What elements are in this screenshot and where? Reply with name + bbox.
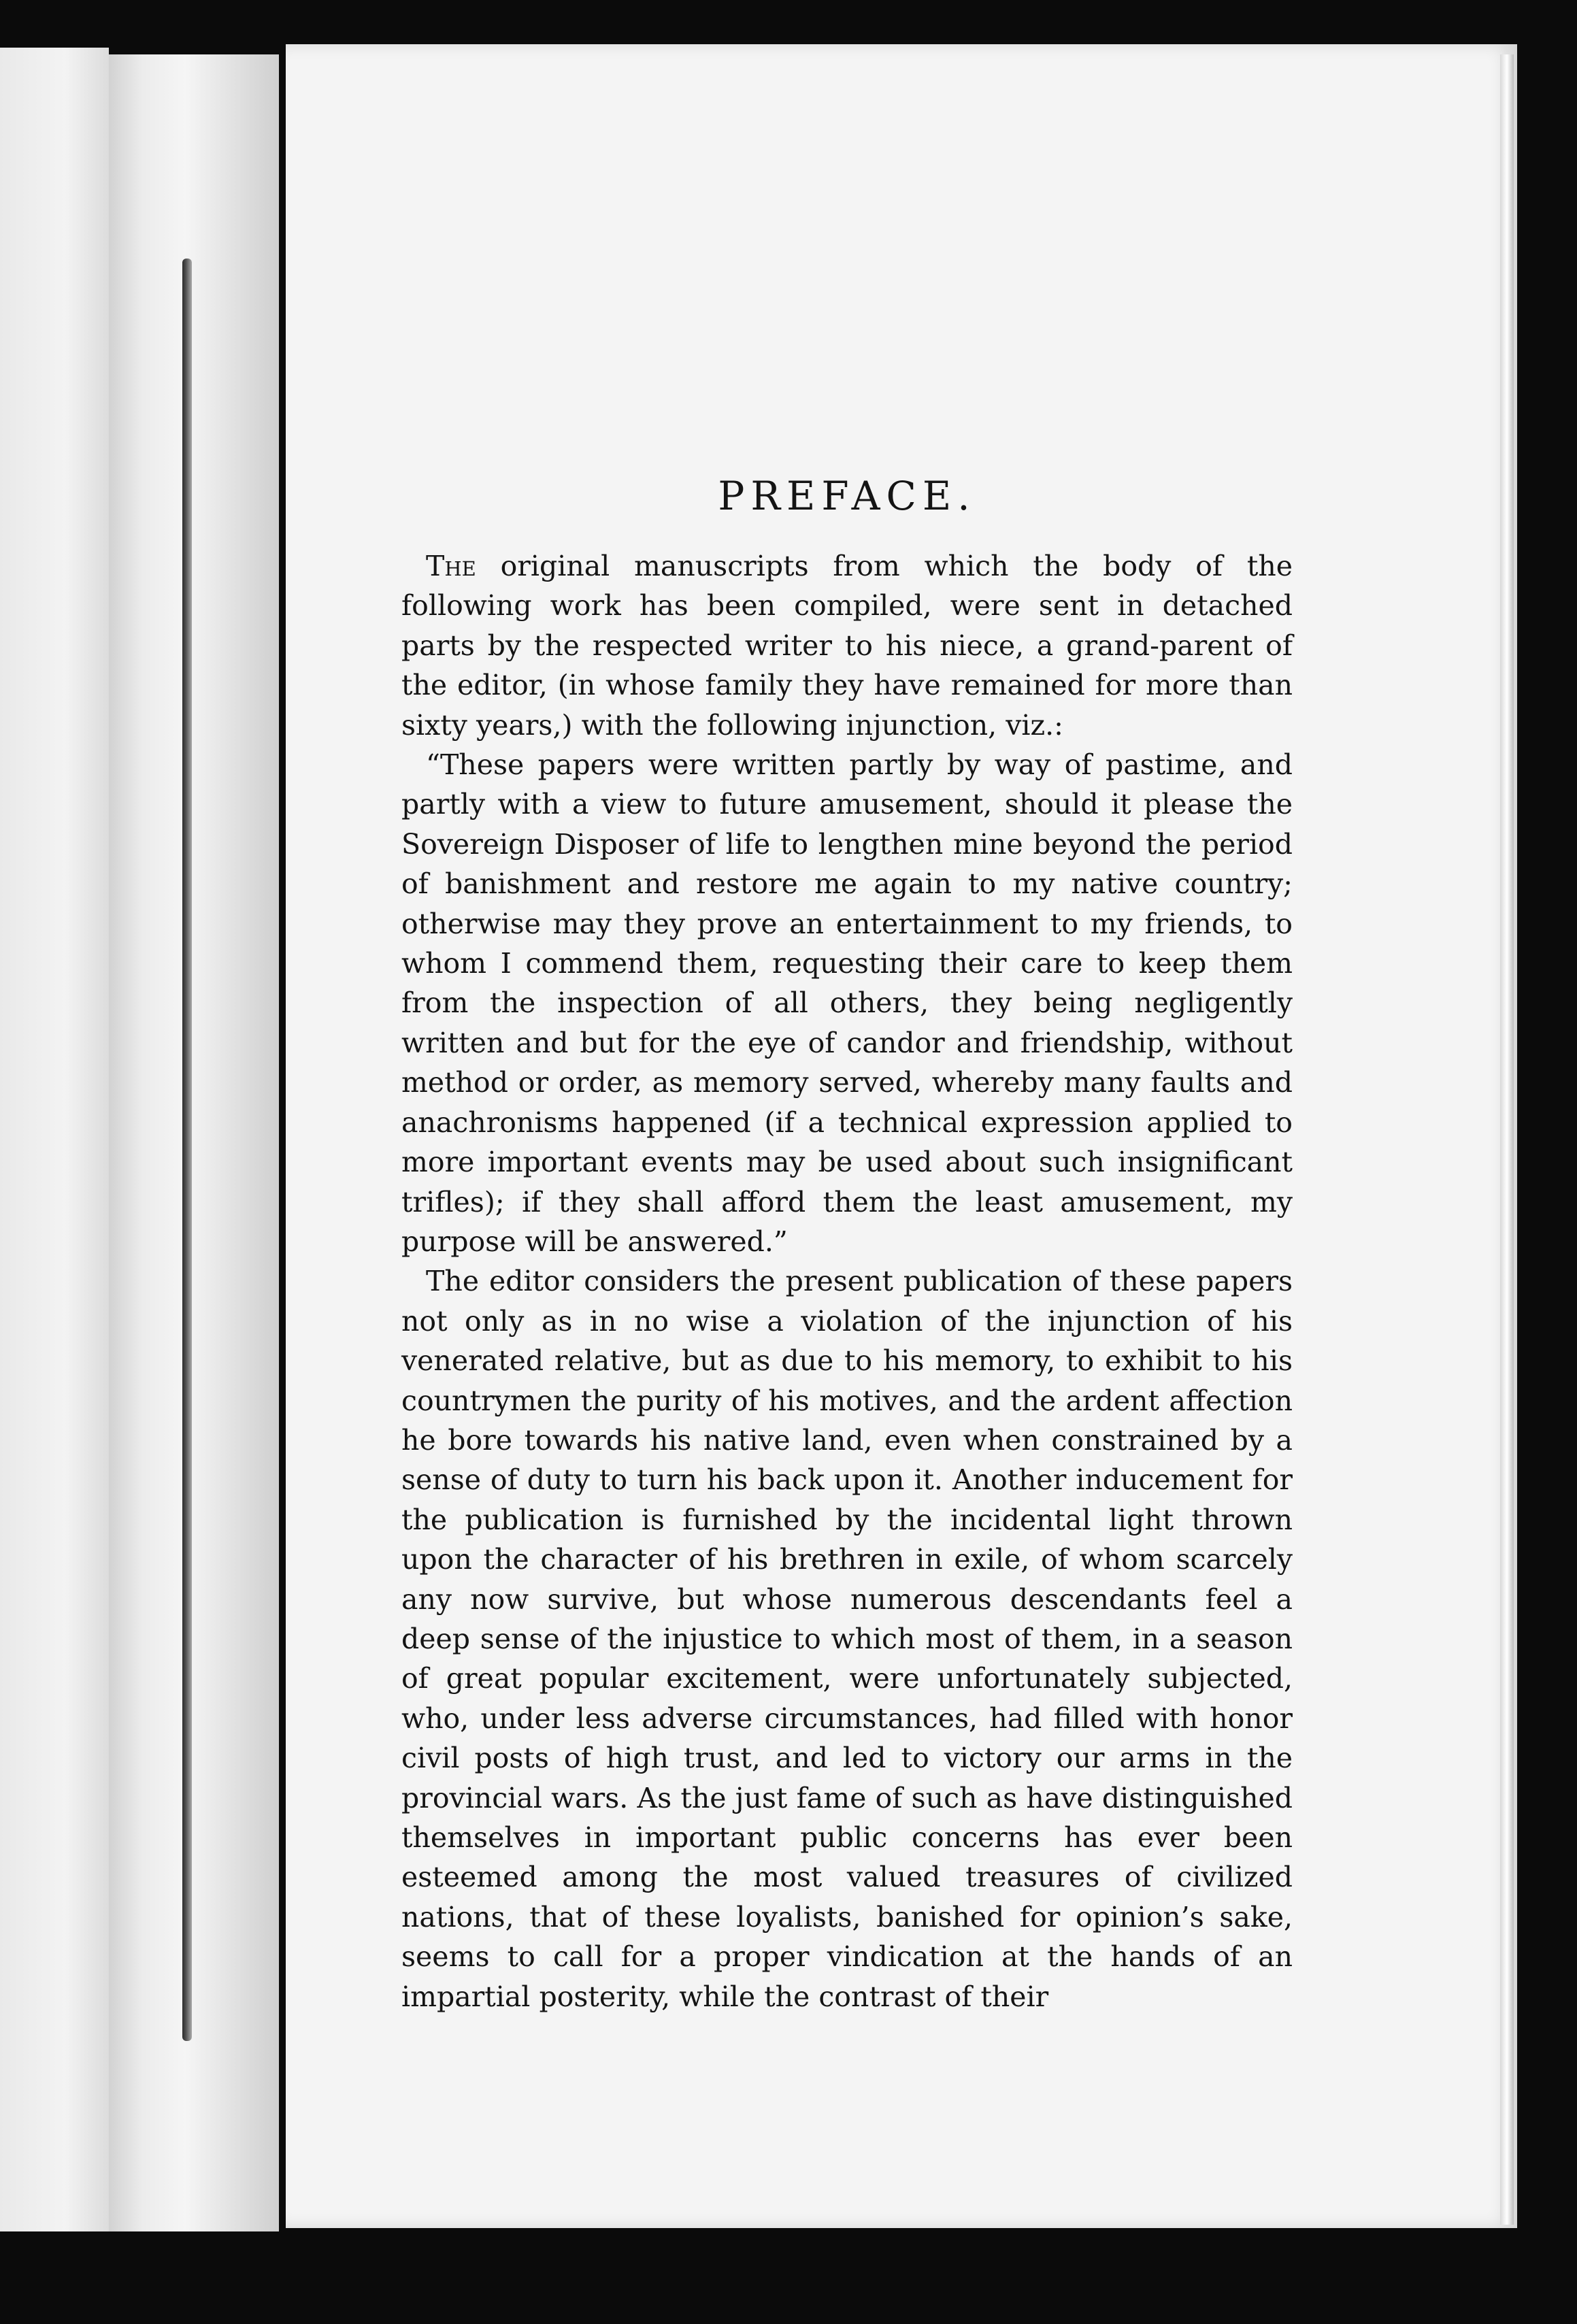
paragraph-3 <box>401 1261 1293 2016</box>
paragraph-1 <box>401 546 1293 745</box>
paragraph-text: original manuscripts from which the body of the following work has been compiled, were sent in detached parts by the respected writer to his niece, a grand-parent of the editor, (in whose family they have remained for more than sixty years,) with the following injunction, viz.: <box>401 550 1293 742</box>
paragraph-text: The editor considers the present publication of these papers not only as in no wise a violation of the injunction of his venerated relative, but as due to his memory, to exhibit to his countrymen the purity of his motives, and the ardent affection he bore towards his native land, even when constrained by a sense of duty to turn his back upon it. Another inducement for the publication is furnished by the incidental light thrown upon the character of his brethren in exile, of whom scarcely any now survive, but whose numerous descendants feel a deep sense of the injustice to which most of them, in a season of great popular excitement, were unfortunately subjected, who, under less adverse circumstances, had filled with honor civil posts of high trust, and led to victory our arms in the provincial wars. As the just fame of such as have distinguished themselves in important public concerns has ever been esteemed among the most valued treasures of civilized nations, that of these loyalists, banished for opinion’s sake, seems to call for a proper vindication at the hands of an impartial posterity, while the contrast of their <box>401 1265 1293 2013</box>
page-title: PREFACE. <box>718 473 976 519</box>
facing-page-edge <box>0 48 109 2231</box>
scan-border <box>0 2231 1577 2324</box>
paragraph-lead: The <box>426 550 476 582</box>
spine-crease <box>182 259 192 2041</box>
page-content <box>401 473 1293 2016</box>
paragraph-2 <box>401 745 1293 1261</box>
paragraph-text: “These papers were written partly by way of pastime, and partly with a view to future amusement, should it please the Sovereign Disposer of life to lengthen mine beyond the period of banishment and restore me again to my native country; otherwise may they prove an entertainment to my friends, to whom I commend them, requesting their care to keep them from the inspection of all others, they being negligently written and but for the eye of candor and friendship, without method or order, as memory served, whereby many faults and anachronisms happened (if a technical expression applied to more important events may be used about such insignificant trifles); if they shall afford them the least amusement, my purpose will be answered.” <box>401 748 1293 1258</box>
page-edge <box>1500 54 1514 2225</box>
book-spine <box>109 54 279 2231</box>
